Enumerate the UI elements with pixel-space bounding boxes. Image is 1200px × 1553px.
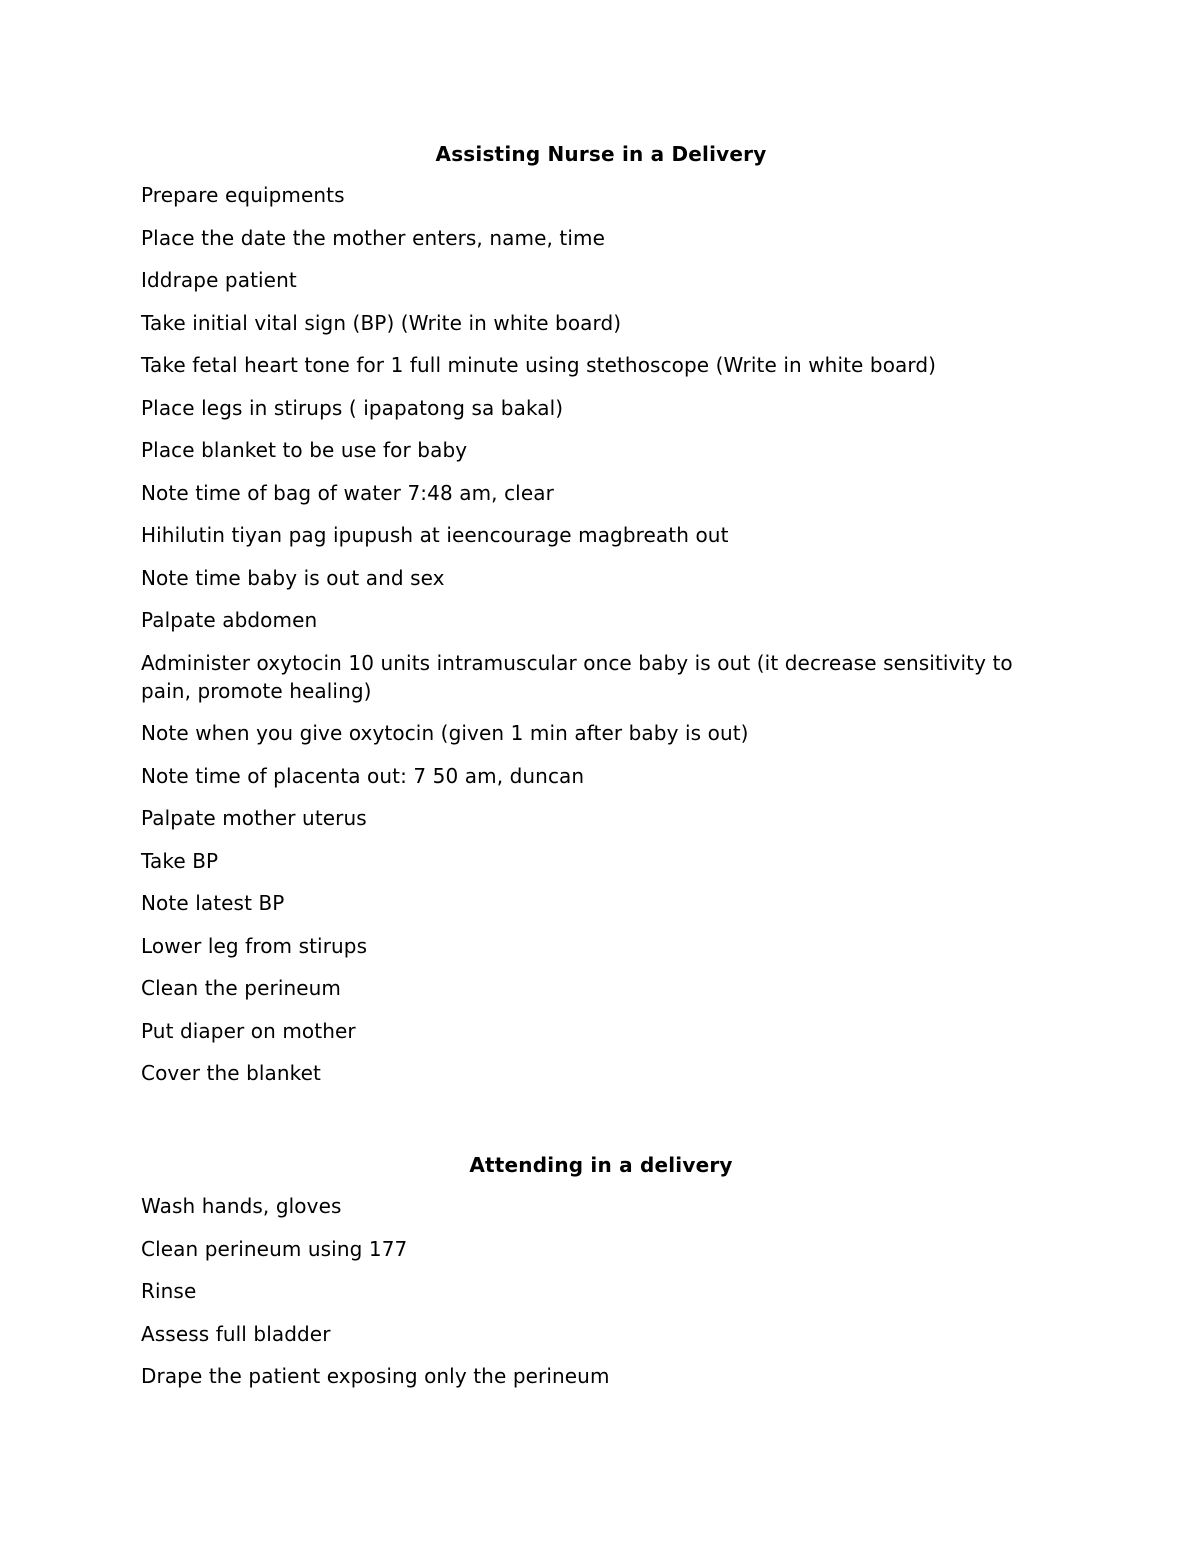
step-item: Note when you give oxytocin (given 1 min after baby is out) <box>141 721 749 745</box>
step-item: Administer oxytocin 10 units intramuscular once baby is out (it decrease sensitivity to pain, promote healing) <box>141 650 1013 703</box>
step-item: Note time of placenta out: 7 50 am, duncan <box>141 763 585 788</box>
step-list <box>141 1192 1061 1390</box>
step-item: Palpate abdomen <box>141 608 318 632</box>
step-item: Take initial vital sign (BP) (Write in white board) <box>141 310 622 335</box>
step-item: Note latest BP <box>141 891 285 915</box>
step-item: Take fetal heart tone for 1 full minute using stethoscope (Write in white board) <box>141 353 937 377</box>
step-item: Note time of bag of water 7:48 am, clear <box>141 480 554 505</box>
section-title: Attending in a delivery <box>469 1153 733 1177</box>
section-assisting-nurse <box>141 140 1061 1102</box>
section-title: Assisting Nurse in a Delivery <box>435 142 767 166</box>
step-item: Hihilutin tiyan pag ipupush at ieencourage magbreath out <box>141 523 729 547</box>
step-item: Place legs in stirups ( ipapatong sa bakal) <box>141 395 564 420</box>
step-item: Prepare equipments <box>141 183 345 207</box>
step-item: Place the date the mother enters, name, time <box>141 225 605 250</box>
step-item: Palpate mother uterus <box>141 806 367 830</box>
step-item: Put diaper on mother <box>141 1018 356 1043</box>
step-item: Iddrape patient <box>141 268 297 292</box>
section-attending-delivery <box>141 1151 1061 1405</box>
step-item: Drape the patient exposing only the perineum <box>141 1364 610 1388</box>
step-item: Take BP <box>141 848 219 873</box>
step-item: Place blanket to be use for baby <box>141 438 468 462</box>
step-list <box>141 181 1061 1087</box>
step-item: Note time baby is out and sex <box>141 565 445 590</box>
step-item: Cover the blanket <box>141 1061 322 1085</box>
step-item: Clean the perineum <box>141 976 342 1000</box>
step-item: Rinse <box>141 1279 197 1303</box>
step-item: Assess full bladder <box>141 1321 331 1346</box>
step-item: Lower leg from stirups <box>141 933 368 958</box>
step-item: Wash hands, gloves <box>141 1194 342 1218</box>
step-item: Clean perineum using 177 <box>141 1236 408 1261</box>
